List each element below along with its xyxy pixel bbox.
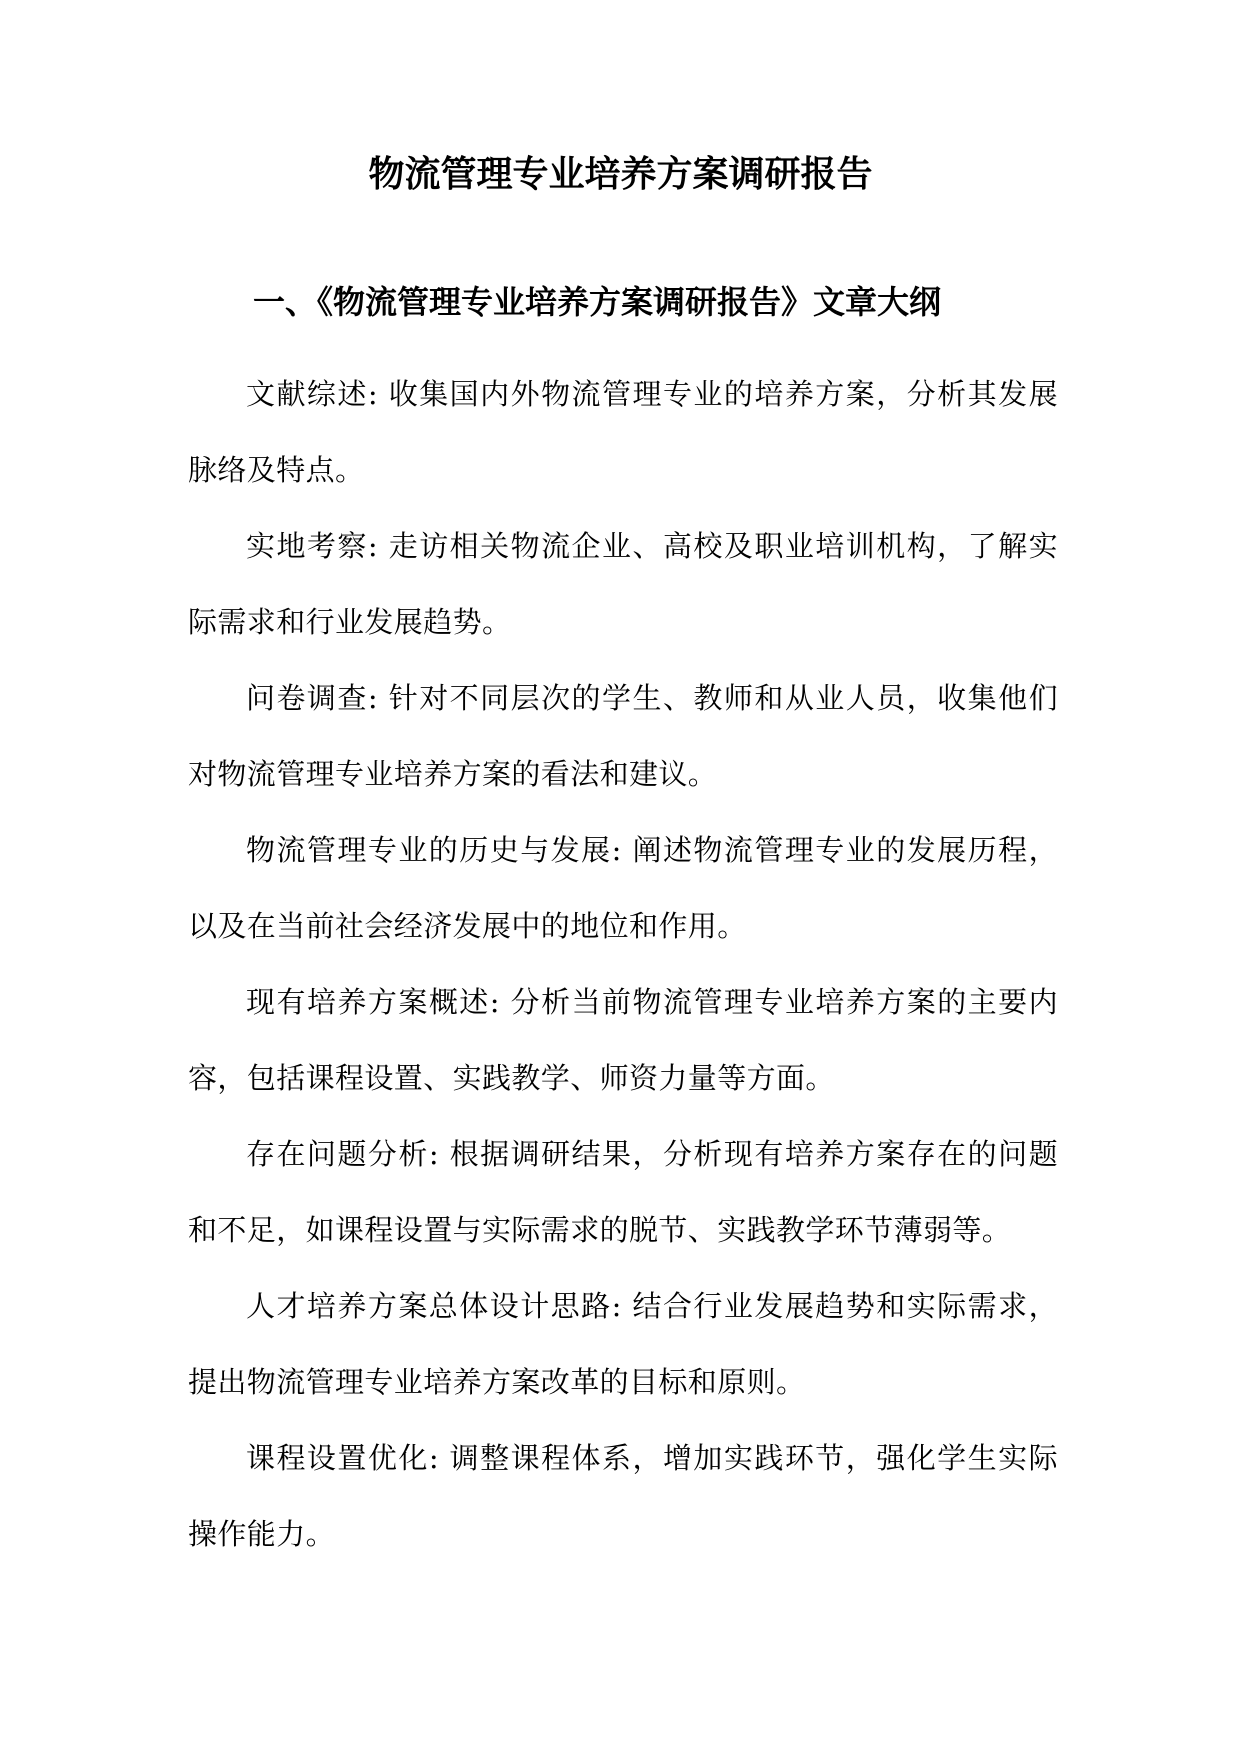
paragraph-separator: : [367,529,389,563]
paragraph-literature-review [188,356,1058,508]
section-heading: 一、《物流管理专业培养方案调研报告》文章大纲 [253,283,942,321]
paragraph-term: 物流管理专业的历史与发展 [246,833,612,867]
paragraph-text: 结合行业发展趋势和实际需求，提出物流管理专业培养方案改革的目标和原则。 [188,1289,1058,1399]
paragraph-separator: : [489,985,511,1019]
paragraph-text: 分析当前物流管理专业培养方案的主要内容，包括课程设置、实践教学、师资力量等方面。 [188,985,1059,1095]
paragraph-text: 走访相关物流企业、高校及职业培训机构，了解实际需求和行业发展趋势。 [188,529,1058,639]
paragraph-separator: : [428,1137,450,1171]
document-title: 物流管理专业培养方案调研报告 [368,153,873,195]
paragraph-field-survey [188,508,1058,660]
paragraph-problem-analysis [188,1116,1058,1268]
paragraph-separator: : [611,1289,633,1323]
paragraph-text: 针对不同层次的学生、教师和从业人员，收集他们对物流管理专业培养方案的看法和建议。 [188,681,1058,791]
paragraph-questionnaire [188,660,1058,812]
document-body [188,356,1058,1572]
paragraph-term: 问卷调查 [246,681,368,715]
paragraph-separator: : [428,1441,450,1475]
paragraph-text: 根据调研结果，分析现有培养方案存在的问题和不足，如课程设置与实际需求的脱节、实践教学环节薄弱等。 [188,1137,1058,1247]
paragraph-text: 收集国内外物流管理专业的培养方案，分析其发展脉络及特点。 [188,377,1058,487]
paragraph-term: 现有培养方案概述 [246,985,490,1019]
paragraph-term: 存在问题分析 [246,1137,429,1171]
paragraph-curriculum-optimization [188,1420,1058,1572]
paragraph-text: 调整课程体系，增加实践环节，强化学生实际操作能力。 [188,1441,1058,1551]
paragraph-term: 人才培养方案总体设计思路 [246,1289,612,1323]
paragraph-design-approach [188,1268,1058,1420]
paragraph-separator: : [611,833,633,867]
paragraph-separator: : [367,377,389,411]
paragraph-term: 文献综述 [246,377,368,411]
paragraph-separator: : [367,681,389,715]
paragraph-text: 阐述物流管理专业的发展历程，以及在当前社会经济发展中的地位和作用。 [188,833,1058,943]
paragraph-term: 课程设置优化 [246,1441,429,1475]
paragraph-history [188,812,1058,964]
paragraph-term: 实地考察 [246,529,368,563]
paragraph-current-plan [188,964,1058,1116]
